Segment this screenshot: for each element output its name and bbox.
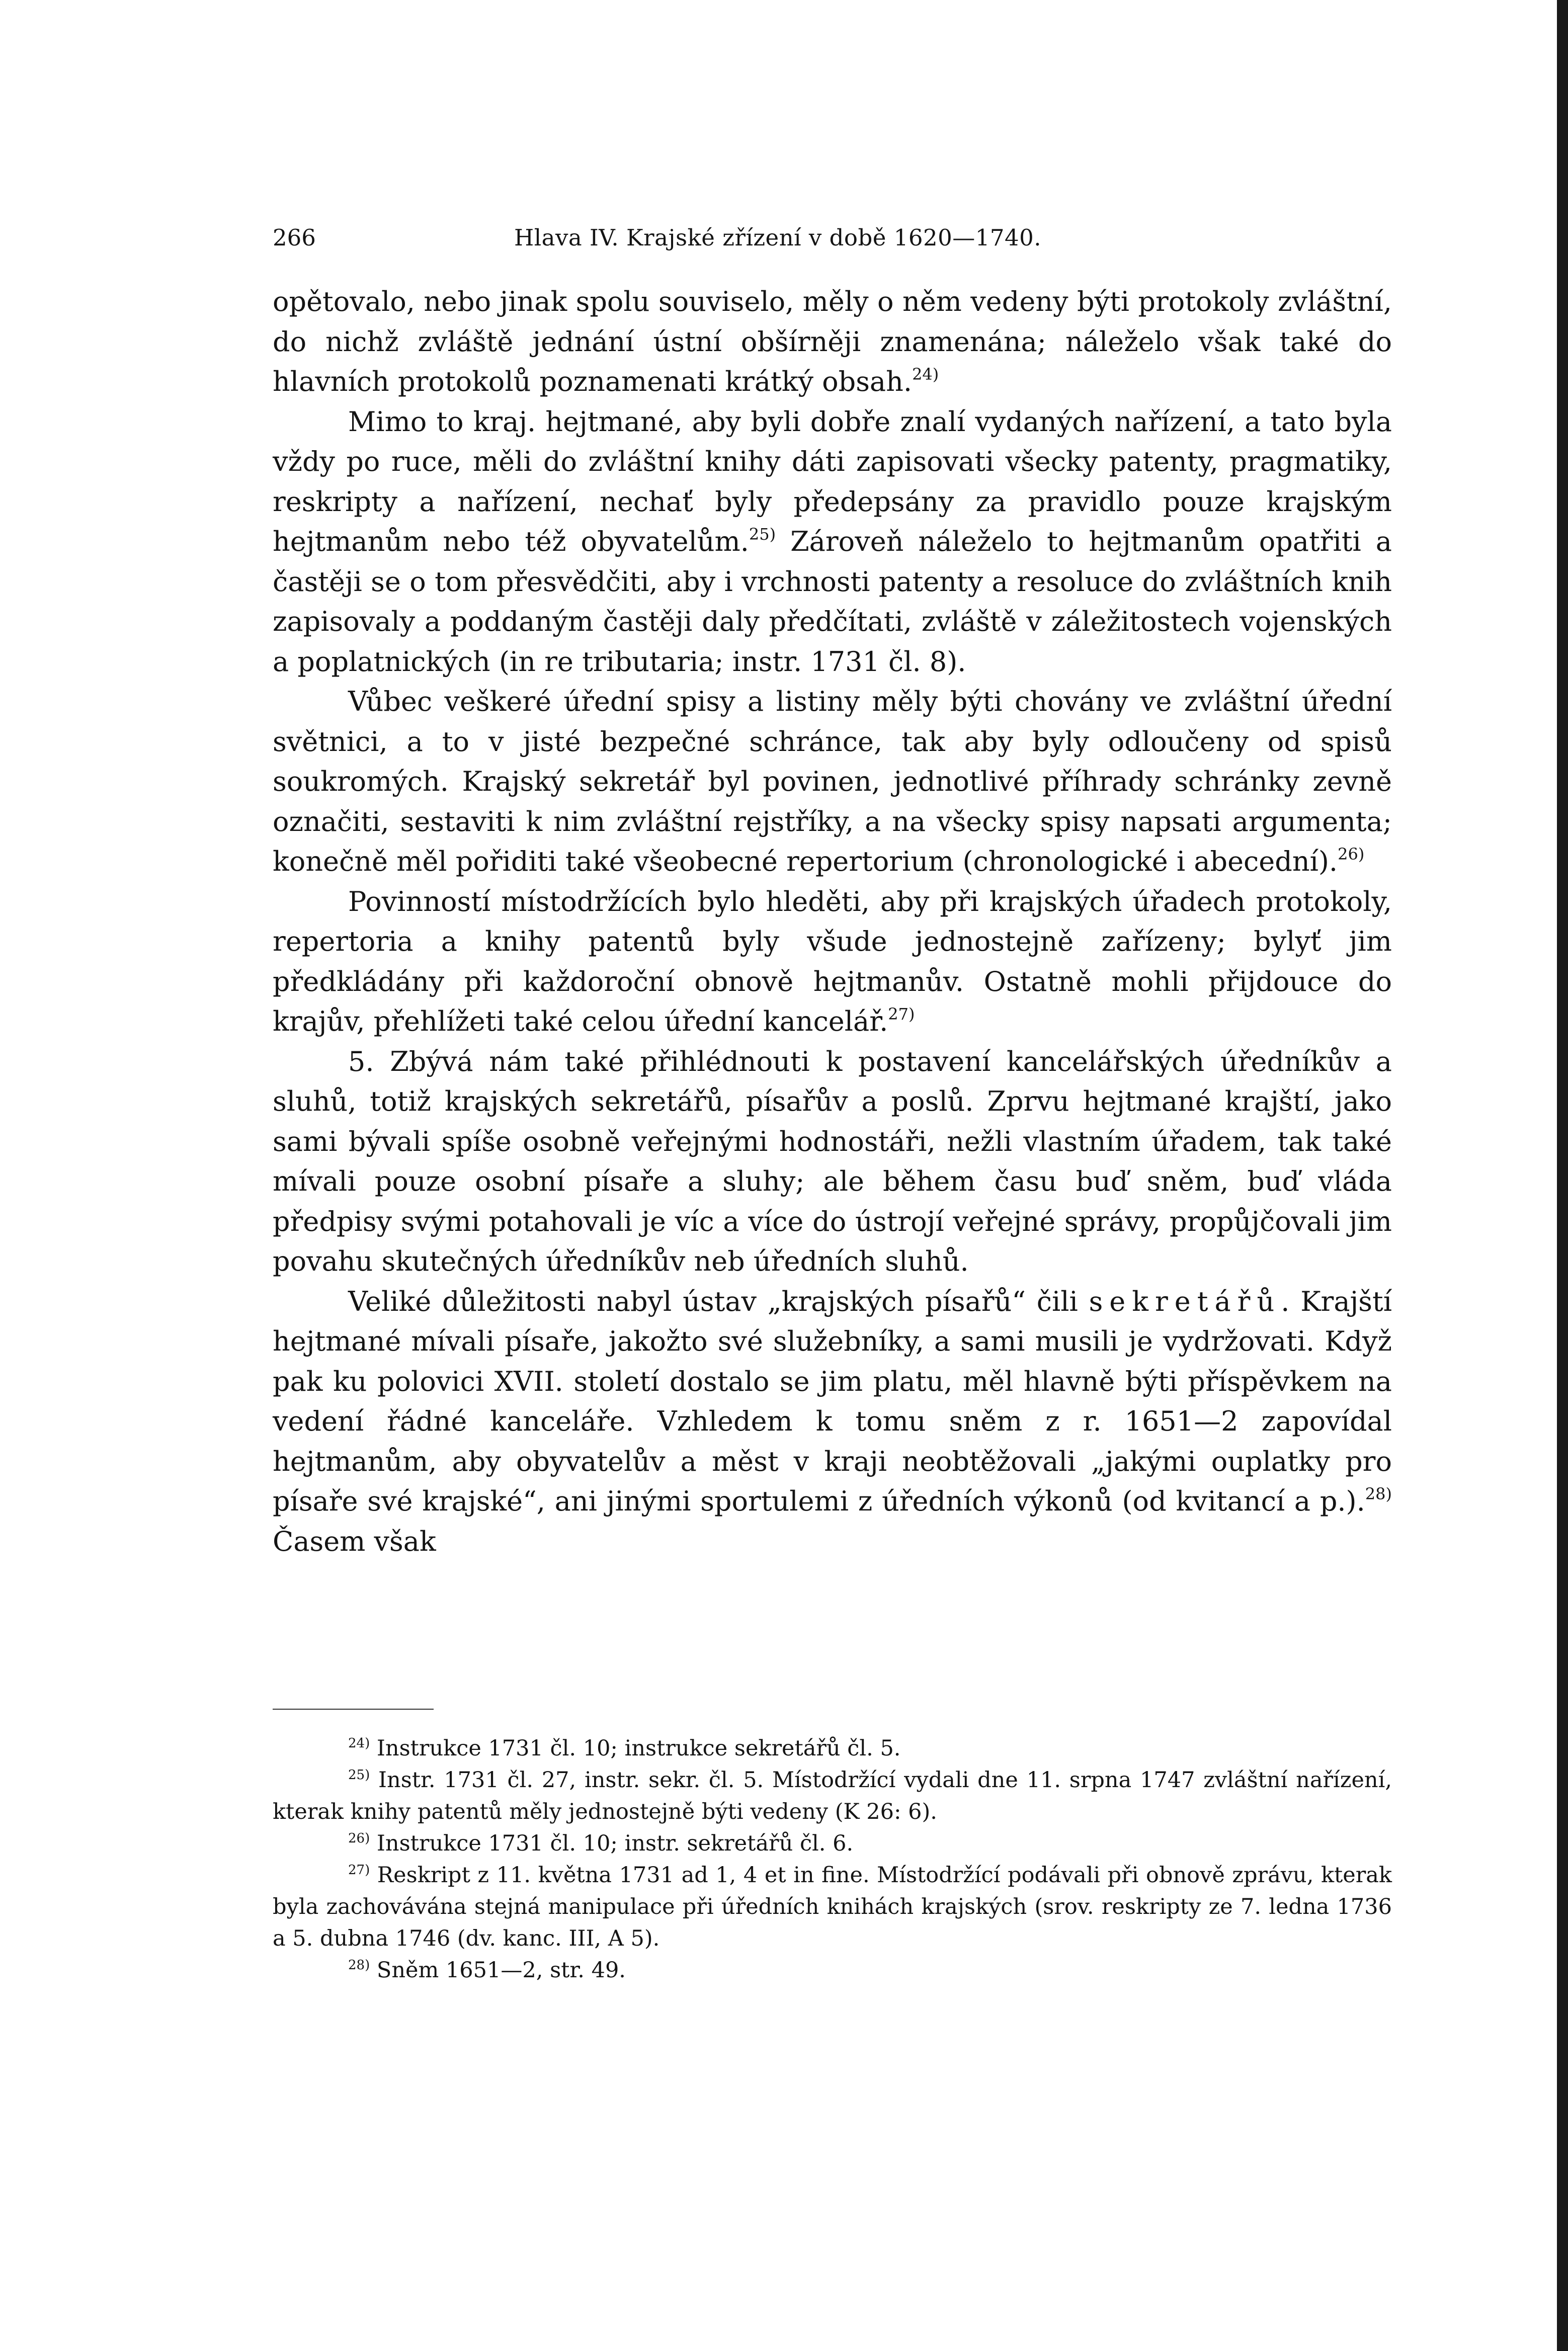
spaced-term: sekretářů [1089,1285,1281,1317]
footnote-26 [273,1828,1392,1860]
footnote-27 [273,1860,1392,1955]
paragraph-text-continued: Zároveň náleželo to hejtmanům opatřiti a častěji se o tom přesvědčiti, aby i vrchnosti patenty a resoluce do zvláštních knih zapisovaly a poddaným častěji daly předčítati, zvláště v záležitostech vojenských a poplatnických (in re tributaria; instr. 1731 čl. 8). [273,526,1392,678]
footnote-text: Instr. 1731 čl. 27, instr. sekr. čl. 5. Místodržící vydali dne 11. srpna 1747 zvláštní nařízení, kterak knihy patentů měly jednostejně býti vedeny (K 26: 6). [273,1768,1392,1824]
page-number: 266 [273,224,316,251]
paragraph-text-continued: . Krajští hejtmané mívali písaře, jakožto své služebníky, a sami musili je vydržovati. Když pak ku polovici XVII. století dostalo se jim platu, měl hlavně býti příspěvkem na vedení řádné kanceláře. Vzhledem k tomu sněm z r. 1651—2 zapovídal hejtmanům, aby obyvatelův a měst v kraji neobtěžovali „jakými ouplatky pro písaře své krajské“, ani jinými sportulemi z úředních výkonů (od kvitancí a p.). [273,1285,1392,1517]
footnote-text: Instrukce 1731 čl. 10; instrukce sekretářů čl. 5. [370,1736,901,1761]
paragraph-text: Vůbec veškeré úřední spisy a listiny měly býti chovány ve zvláštní úřední světnici, a to v jisté bezpečné schránce, tak aby byly odloučeny od spisů soukromých. Krajský sekretář byl povinen, jednotlivé příhrady schránky zevně označiti, sestaviti k nim zvláštní rejstříky, a na všecky spisy napsati argumenta; konečně měl pořiditi také všeobecné repertorium (chronologické i abecední). [273,686,1392,877]
paragraph-text-tail: Časem však [273,1525,436,1557]
footnote-mark: 24) [348,1736,370,1751]
footnote-ref: 27) [888,1004,915,1024]
footnote-mark: 27) [348,1863,370,1878]
footnote-mark: 28) [348,1958,370,1973]
footnote-ref: 28) [1365,1484,1392,1503]
footnote-text: Sněm 1651—2, str. 49. [370,1958,626,1983]
paragraph-text: Povinností místodržících bylo hleděti, aby při krajských úřadech protokoly, repertoria a knihy patentů byly všude jednostejně zařízeny; bylyť jim předkládány při každoroční obnově hejtmanův. Ostatně mohli přijdouce do krajův, přehlížeti také celou úřední kancelář. [273,885,1392,1037]
footnote-28 [273,1955,1392,1986]
paragraph-3 [273,682,1392,882]
paragraph-5 [273,1042,1392,1282]
paragraph-text: 5. Zbývá nám také přihlédnouti k postavení kancelářských úředníkův a sluhů, totiž krajských sekretářů, písařův a poslů. Zprvu hejtmané krajští, jako sami bývali spíše osobně veřejnými hodnostáři, nežli vlastním úřadem, tak také mívali pouze osobní písaře a sluhy; ale během času buď sněm, buď vláda předpisy svými potahovali je víc a více do ústrojí veřejné správy, propůjčovali jim povahu skutečných úředníkův neb úředních sluhů. [273,1045,1392,1277]
footnote-ref: 26) [1338,845,1365,864]
paragraph-2 [273,402,1392,682]
page-header [273,220,1392,256]
footnote-mark: 25) [348,1768,370,1783]
footnote-divider [273,1709,434,1710]
body-text [273,282,1392,1561]
scan-edge [1557,0,1568,2351]
paragraph-text: opětovalo, nebo jinak spolu souviselo, měly o něm vedeny býti protokoly zvláštní, do nichž zvláště jednání ústní obšírněji znamenána; náleželo však také do hlavních protokolů poznamenati krátký obsah. [273,286,1392,397]
footnote-24 [273,1733,1392,1765]
paragraph-1 [273,282,1392,402]
footnote-text: Instrukce 1731 čl. 10; instr. sekretářů čl. 6. [370,1831,854,1856]
paragraph-text: Mimo to kraj. hejtmané, aby byli dobře znalí vydaných nařízení, a tato byla vždy po ruce, měli do zvláštní knihy dáti zapisovati všecky patenty, pragmatiky, reskripty a nařízení, nechať byly předepsány za pravidlo pouze krajským hejtmanům nebo též obyvatelům. [273,405,1392,557]
running-title: Hlava IV. Krajské zřízení v době 1620—1740. [514,224,1042,251]
footnote-ref: 25) [749,525,776,544]
paragraph-4 [273,882,1392,1042]
paragraph-6 [273,1282,1392,1562]
footnote-ref: 24) [912,365,939,384]
paragraph-text: Veliké důležitosti nabyl ústav „krajských písařů“ čili [348,1285,1089,1317]
footnote-text: Reskript z 11. května 1731 ad 1, 4 et in fine. Místodržící podávali při obnově zprávu, kterak byla zachovávána stejná manipulace při úředních knihách krajských (srov. reskripty ze 7. ledna 1736 a 5. dubna 1746 (dv. kanc. III, A 5). [273,1863,1392,1951]
footnotes [273,1733,1392,1986]
footnote-mark: 26) [348,1831,370,1846]
footnote-25 [273,1765,1392,1828]
